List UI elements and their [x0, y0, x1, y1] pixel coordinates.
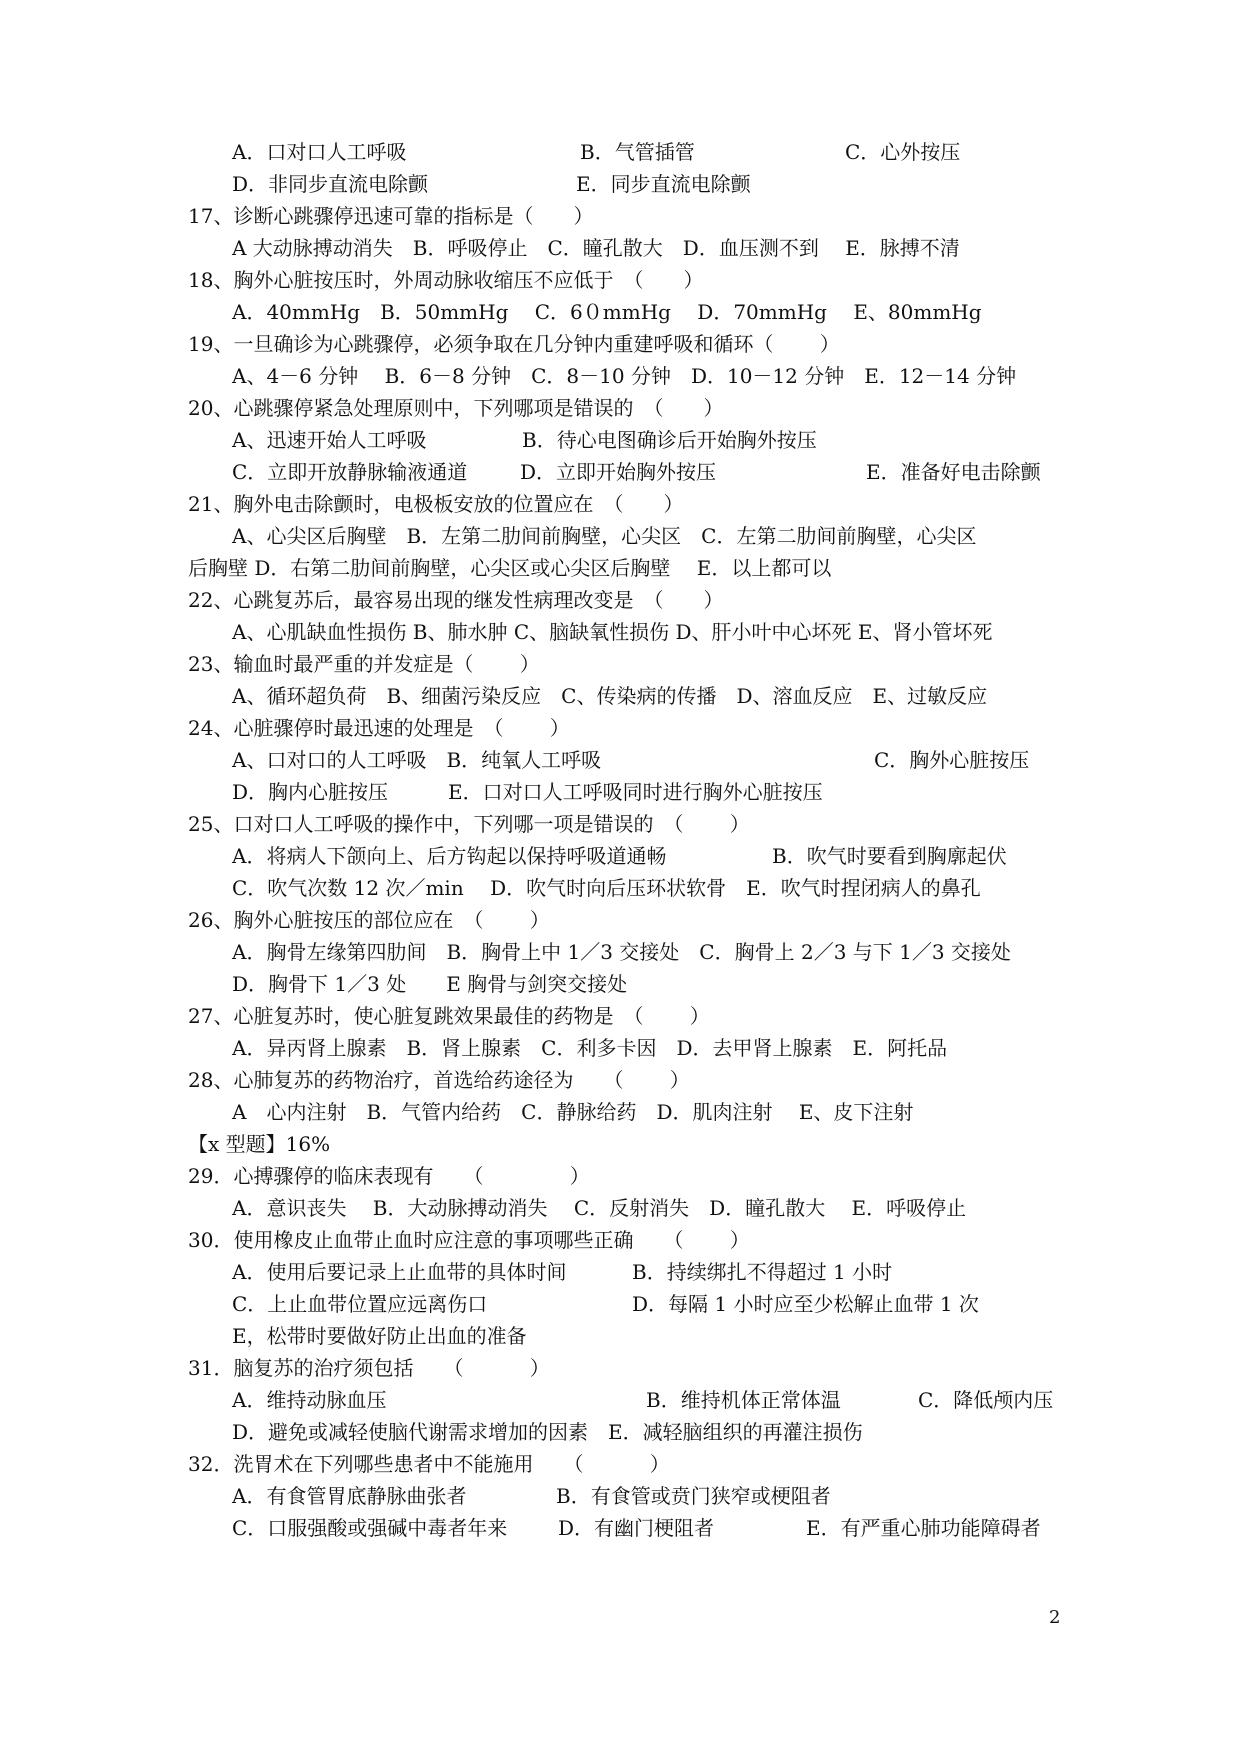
option-item: A、迅速开始人工呼吸	[232, 428, 427, 452]
option-line: A、心肌缺血性损伤 B、肺水肿 C、脑缺氧性损伤 D、肝小叶中心坏死 E、肾小管坏死	[232, 620, 993, 644]
option-line: D．避免或减轻使脑代谢需求增加的因素 E．减轻脑组织的再灌注损伤	[232, 1420, 863, 1444]
option-line: D．胸骨下 1／3 处 E 胸骨与剑突交接处	[232, 972, 628, 996]
option-item: E．同步直流电除颤	[576, 172, 751, 196]
option-line: A 心内注射 B．气管内给药 C．静脉给药 D．肌肉注射 E、皮下注射	[232, 1100, 914, 1124]
question-line: 22、心跳复苏后，最容易出现的继发性病理改变是 （ ）	[188, 588, 724, 612]
question-line: 19、一旦确诊为心跳骤停，必须争取在几分钟内重建呼吸和循环（ ）	[188, 332, 840, 356]
option-item: B．待心电图确诊后开始胸外按压	[522, 428, 817, 452]
option-item: A、口对口的人工呼吸 B．纯氧人工呼吸	[232, 748, 602, 772]
option-item: B．有食管或贲门狭窄或梗阻者	[556, 1484, 831, 1508]
question-line: 21、胸外电击除颤时，电极板安放的位置应在 （ ）	[188, 492, 684, 516]
option-line: E，松带时要做好防止出血的准备	[232, 1324, 527, 1348]
option-item: A．有食管胃底静脉曲张者	[232, 1484, 467, 1508]
option-item: E．有严重心肺功能障碍者	[806, 1516, 1041, 1540]
option-item: A．口对口人工呼吸	[232, 140, 407, 164]
option-item: A．使用后要记录上止血带的具体时间	[232, 1260, 567, 1284]
question-line: 31．脑复苏的治疗须包括 （ ）	[188, 1356, 550, 1380]
option-item: A．将病人下颌向上、后方钩起以保持呼吸道通畅	[232, 844, 667, 868]
question-line: 20、心跳骤停紧急处理原则中，下列哪项是错误的 （ ）	[188, 396, 724, 420]
option-item: D．非同步直流电除颤	[232, 172, 429, 196]
question-line: 23、输血时最严重的并发症是（ ）	[188, 652, 540, 676]
option-line: A．意识丧失 B．大动脉搏动消失 C．反射消失 D．瞳孔散大 E．呼吸停止	[232, 1196, 967, 1220]
question-line: 32．洗胃术在下列哪些患者中不能施用 （ ）	[188, 1452, 670, 1476]
question-line: 17、诊断心跳骤停迅速可靠的指标是（ ）	[188, 204, 594, 228]
question-line: 30．使用橡皮止血带止血时应注意的事项哪些正确 （ ）	[188, 1228, 750, 1252]
option-item: B．气管插管	[580, 140, 695, 164]
question-line: 后胸壁 D．右第二肋间前胸壁，心尖区或心尖区后胸壁 E．以上都可以	[188, 556, 832, 580]
question-line: 18、胸外心脏按压时，外周动脉收缩压不应低于 （ ）	[188, 268, 704, 292]
option-item: A．维持动脉血压	[232, 1388, 387, 1412]
option-line: A 大动脉搏动消失 B．呼吸停止 C．瞳孔散大 D．血压测不到 E．脉搏不清	[232, 236, 960, 260]
question-line: 25、口对口人工呼吸的操作中，下列哪一项是错误的 （ ）	[188, 812, 750, 836]
question-line: 24、心脏骤停时最迅速的处理是 （ ）	[188, 716, 570, 740]
question-line: 27、心脏复苏时，使心脏复跳效果最佳的药物是 （ ）	[188, 1004, 710, 1028]
option-line: A．异丙肾上腺素 B．肾上腺素 C．利多卡因 D．去甲肾上腺素 E．阿托品	[232, 1036, 948, 1060]
page-number: 2	[1049, 1607, 1061, 1628]
option-line: C．吹气次数 12 次／min D．吹气时向后压环状软骨 E．吹气时捏闭病人的鼻孔	[232, 876, 981, 900]
option-line: A、循环超负荷 B、细菌污染反应 C、传染病的传播 D、溶血反应 E、过敏反应	[232, 684, 988, 708]
option-item: D．有幽门梗阻者	[558, 1516, 715, 1540]
question-line: 26、胸外心脏按压的部位应在 （ ）	[188, 908, 550, 932]
option-line: D．胸内心脏按压 E．口对口人工呼吸同时进行胸外心脏按压	[232, 780, 823, 804]
option-line: A、心尖区后胸壁 B．左第二肋间前胸壁，心尖区 C．左第二肋间前胸壁，心尖区	[232, 524, 977, 548]
option-line: A．40mmHg B．50mmHg C．6０mmHg D．70mmHg E、80mmHg	[232, 300, 982, 324]
option-item: B．吹气时要看到胸廓起伏	[772, 844, 1007, 868]
question-line: 29．心搏骤停的临床表现有 （ ）	[188, 1164, 590, 1188]
option-item: B．持续绑扎不得超过 1 小时	[632, 1260, 893, 1284]
option-item: B．维持机体正常体温	[646, 1388, 841, 1412]
option-line: A．胸骨左缘第四肋间 B．胸骨上中 1／3 交接处 C．胸骨上 2／3 与下 1／3 交接处	[232, 940, 1011, 964]
option-item: C．立即开放静脉输液通道	[232, 460, 468, 484]
option-item: C．胸外心脏按压	[874, 748, 1030, 772]
section-heading: 【x 型题】16%	[188, 1132, 331, 1156]
question-line: 28、心肺复苏的药物治疗，首选给药途径为 （ ）	[188, 1068, 690, 1092]
option-item: C．上止血带位置应远离伤口	[232, 1292, 488, 1316]
option-item: E．准备好电击除颤	[866, 460, 1041, 484]
option-item: C．降低颅内压	[918, 1388, 1054, 1412]
option-item: C．口服强酸或强碱中毒者年来	[232, 1516, 508, 1540]
option-line: A、4－6 分钟 B．6－8 分钟 C．8－10 分钟 D．10－12 分钟 E．12－14 分钟	[232, 364, 1017, 388]
option-item: C．心外按压	[845, 140, 961, 164]
option-item: D．立即开始胸外按压	[520, 460, 717, 484]
option-item: D．每隔 1 小时应至少松解止血带 1 次	[632, 1292, 979, 1316]
